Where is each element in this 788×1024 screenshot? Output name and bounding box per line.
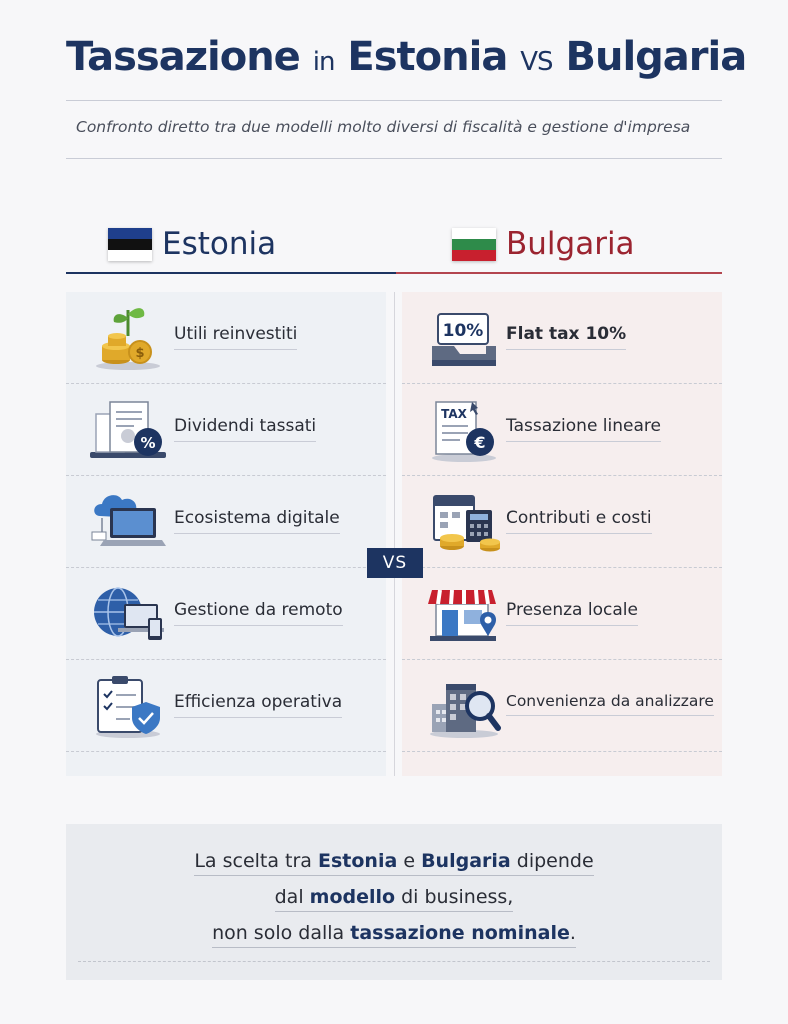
item-label: Efficienza operativa [174, 692, 342, 718]
estonia-heading: Estonia [108, 222, 276, 266]
list-item [402, 568, 722, 660]
estonia-flag-icon [108, 228, 152, 261]
bulgaria-heading: Bulgaria [452, 222, 635, 266]
bulgaria-panel [402, 292, 722, 776]
item-label: Tassazione lineare [506, 416, 661, 442]
item-label: Utili reinvestiti [174, 324, 297, 350]
vs-badge: VS [367, 548, 423, 578]
item-label: Contributi e costi [506, 508, 652, 534]
list-item [402, 384, 722, 476]
column-divider [394, 292, 395, 776]
estonia-heading-underline [66, 272, 396, 274]
shop-location-icon [424, 578, 504, 648]
svg-text:10%: 10% [442, 321, 484, 341]
list-item [66, 384, 386, 476]
item-label: Ecosistema digitale [174, 508, 340, 534]
subtitle-divider [66, 158, 722, 159]
globe-devices-icon [88, 578, 168, 648]
calendar-calculator-coins-icon [424, 486, 504, 556]
title-divider [66, 100, 722, 101]
summary-line-1: La scelta tra Estonia e Bulgaria dipende [66, 850, 722, 872]
page-subtitle: Confronto diretto tra due modelli molto diversi di fiscalità e gestione d'impresa [76, 118, 691, 136]
list-item [66, 568, 386, 660]
list-item [402, 292, 722, 384]
summary-line-2: dal modello di business, [66, 886, 722, 908]
svg-text:TAX: TAX [441, 407, 467, 421]
tax-10-percent-icon [424, 302, 504, 372]
item-label: Presenza locale [506, 600, 638, 626]
list-item [66, 476, 386, 568]
svg-text:%: % [140, 434, 156, 452]
clipboard-shield-icon [88, 670, 168, 740]
list-item [66, 292, 386, 384]
item-label: Convenienza da analizzare [506, 692, 714, 716]
bulgaria-flag-icon [452, 228, 496, 261]
cloud-laptop-icon [88, 486, 168, 556]
summary-line-3: non solo dalla tassazione nominale. [66, 922, 722, 944]
item-label: Dividendi tassati [174, 416, 316, 442]
bulgaria-heading-underline [396, 272, 722, 274]
estonia-panel [66, 292, 386, 776]
item-label: Flat tax 10% [506, 324, 626, 350]
list-item [66, 660, 386, 752]
summary-box [66, 824, 722, 980]
list-item [402, 660, 722, 752]
tax-euro-document-icon [424, 394, 504, 464]
plant-coins-icon [88, 302, 168, 372]
document-percent-icon [88, 394, 168, 464]
page-title: Tassazione in Estonia VS Bulgaria [66, 34, 747, 80]
item-label: Gestione da remoto [174, 600, 343, 626]
building-magnifier-icon [424, 670, 504, 740]
svg-text:$: $ [135, 346, 145, 361]
svg-text:€: € [474, 433, 486, 452]
list-item [402, 476, 722, 568]
